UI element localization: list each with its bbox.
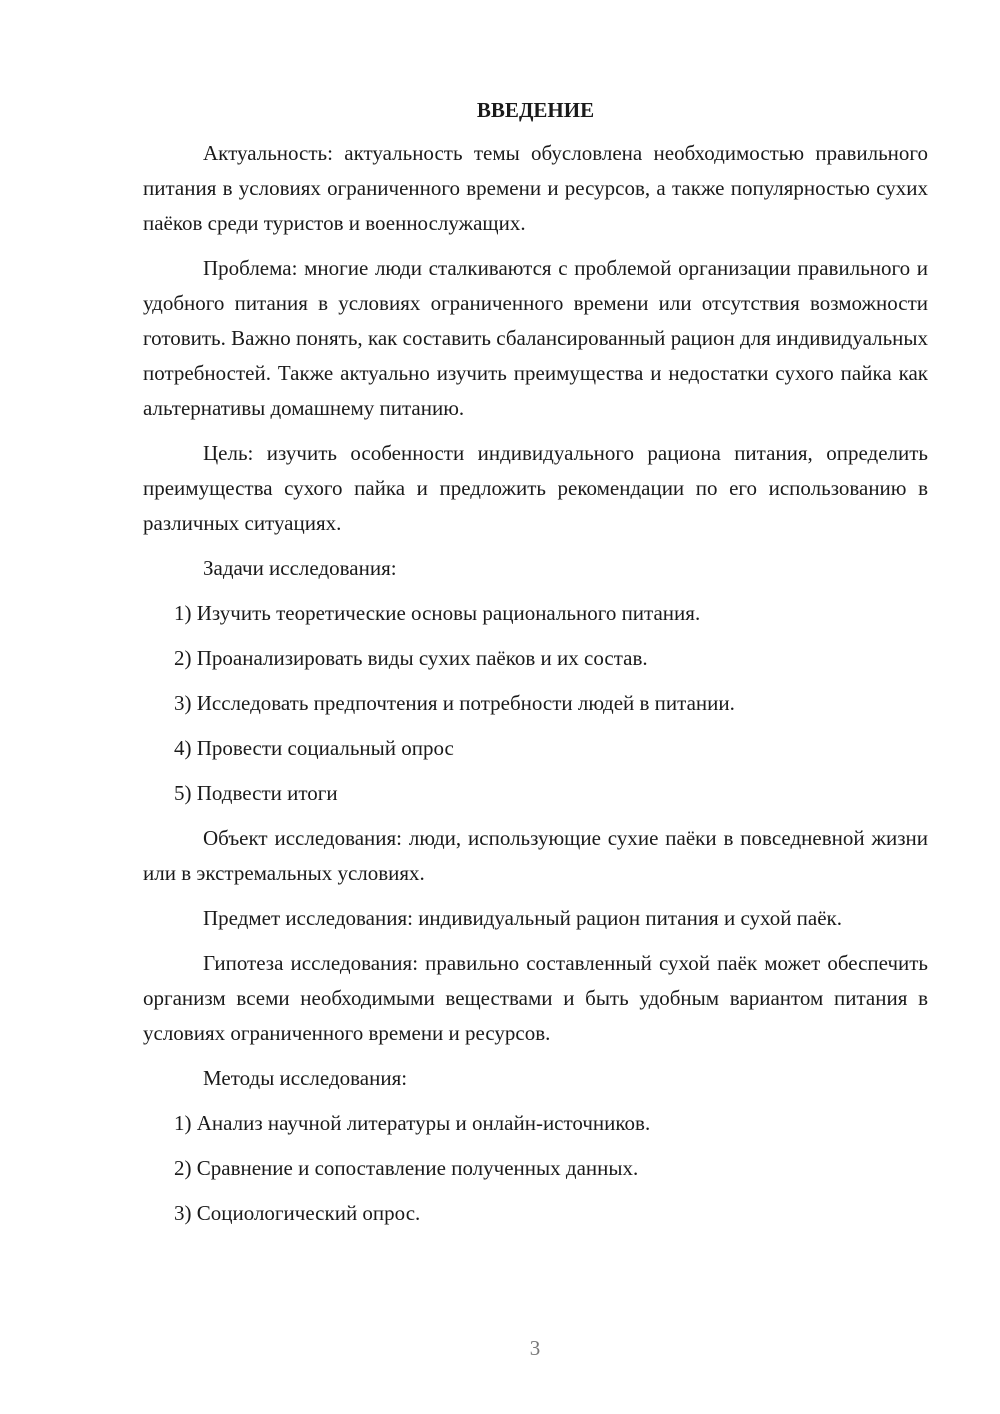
list-item: 4) Провести социальный опрос	[174, 736, 454, 760]
methods-list	[143, 1106, 928, 1231]
methods-label: Методы исследования:	[203, 1066, 408, 1090]
tasks-list	[143, 596, 928, 811]
paragraph-problem: Проблема: многие люди сталкиваются с проблемой организации правильного и удобного питания в условиях ограниченного времени или отсутствия возможности готовить. Важно понять, как составить сбалансированный рацион для индивидуальных потребностей. Также актуально изучить преимущества и недостатки сухого пайка как альтернативы домашнему питанию.	[143, 256, 928, 420]
paragraph-hypothesis: Гипотеза исследования: правильно составленный сухой паёк может обеспечить организм всеми необходимыми веществами и быть удобным вариантом питания в условиях ограниченного времени и ресурсов.	[143, 951, 928, 1045]
paragraph-relevance: Актуальность: актуальность темы обусловлена необходимостью правильного питания в условиях ограниченного времени и ресурсов, а также популярностью сухих паёков среди туристов и военнослужащих.	[143, 141, 928, 235]
paragraph-subject: Предмет исследования: индивидуальный рацион питания и сухой паёк.	[203, 906, 843, 930]
list-item: 3) Исследовать предпочтения и потребности людей в питании.	[174, 691, 735, 715]
list-item: 1) Изучить теоретические основы рационального питания.	[174, 601, 701, 625]
list-item: 2) Проанализировать виды сухих паёков и их состав.	[174, 646, 648, 670]
list-item: 3) Социологический опрос.	[174, 1201, 421, 1225]
list-item: 1) Анализ научной литературы и онлайн-источников.	[174, 1111, 651, 1135]
list-item: 5) Подвести итоги	[174, 781, 338, 805]
page-title: ВВЕДЕНИЕ	[476, 98, 595, 122]
page-number: 3	[529, 1336, 541, 1360]
paragraph-goal: Цель: изучить особенности индивидуального рациона питания, определить преимущества сухого пайка и предложить рекомендации по его использованию в различных ситуациях.	[143, 441, 928, 535]
document-page	[143, 92, 928, 1241]
paragraph-object: Объект исследования: люди, использующие сухие паёки в повседневной жизни или в экстремальных условиях.	[143, 826, 928, 885]
list-item: 2) Сравнение и сопоставление полученных данных.	[174, 1156, 639, 1180]
tasks-label: Задачи исследования:	[203, 556, 397, 580]
